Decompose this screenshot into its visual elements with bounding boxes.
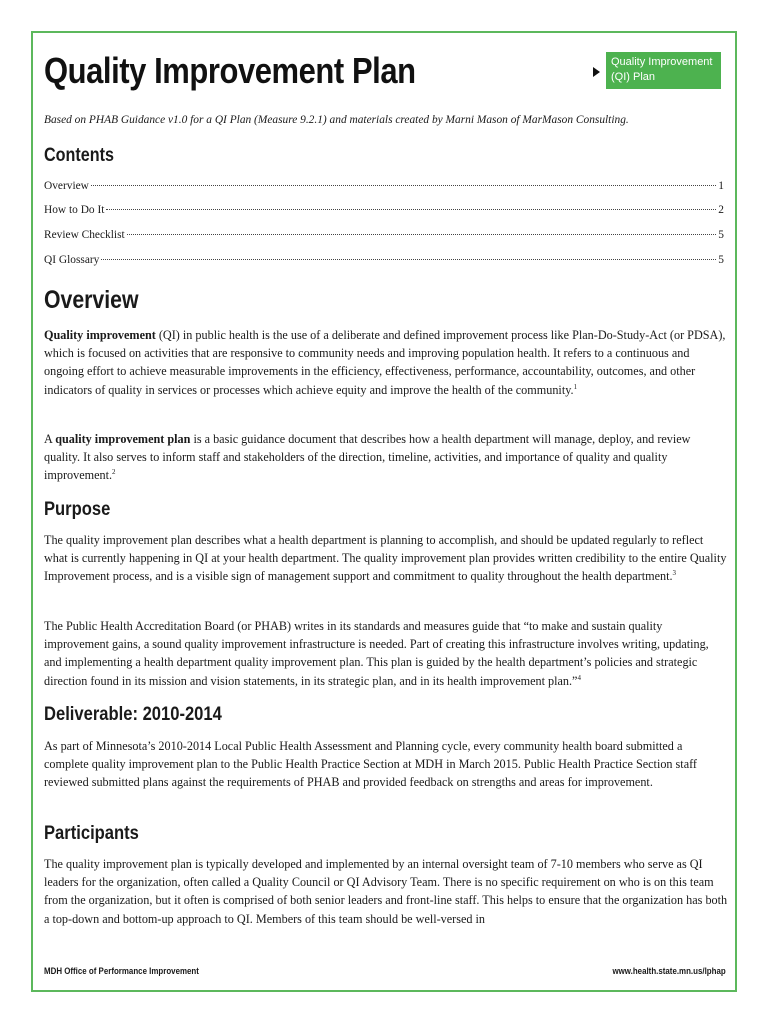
overview-heading: Overview [44, 286, 139, 314]
overview-paragraph-2 [44, 430, 729, 485]
deliverable-paragraph [44, 737, 729, 792]
paragraph-text: is a basic guidance document that describes how a health department will manage, deploy, and review quality. It also serves to inform staff and stakeholders of the direction, timeline, activities, and importance of quality and quality improvement. [44, 432, 691, 483]
footer-website-link[interactable]: www.health.state.mn.us/lphap [612, 966, 726, 976]
footer-office-name: MDH Office of Performance Improvement [44, 966, 199, 976]
paragraph-text: A [44, 432, 56, 446]
footnote-ref[interactable]: 3 [672, 569, 677, 578]
toc-entry-review-checklist[interactable] [44, 229, 724, 241]
toc-label[interactable]: Review Checklist [44, 229, 125, 241]
bold-term: quality improvement plan [55, 432, 191, 446]
toc-leader-dots [101, 259, 716, 260]
paragraph-text: The Public Health Accreditation Board (or PHAB) writes in its standards and measures guide that “to make and sustain quality improvement gains, a sound quality improvement infrastructure is needed. Part of creating this infrastructure involves writing, updating, and implementing a health department quality improvement plan. This plan is guided by the health department’s policies and strategic direction found in its mission and vision statements, in its strategic plan, and in its health improvement plan.” [44, 619, 709, 688]
badge-line-1: Quality Improvement [611, 56, 713, 68]
footnote-ref[interactable]: 2 [112, 468, 116, 477]
toc-label[interactable]: QI Glossary [44, 254, 100, 266]
paragraph-text: As part of Minnesota’s 2010-2014 Local Public Health Assessment and Planning cycle, every community health board submitted a complete quality improvement plan to the Public Health Practice Section at MDH in March 2015. Public Health Practice Section staff reviewed submitted plans against the requirements of PHAB and provided feedback on strengths and areas for improvement. [44, 739, 697, 790]
footnote-ref[interactable]: 1 [573, 382, 578, 391]
page-title: Quality Improvement Plan [44, 50, 416, 91]
bold-term: Quality improvement [44, 328, 156, 342]
overview-paragraph-1 [44, 326, 729, 399]
toc-leader-dots [91, 185, 716, 186]
toc-page-number: 1 [718, 180, 724, 192]
badge-line-2: (QI) Plan [611, 71, 656, 83]
deliverable-heading: Deliverable: 2010-2014 [44, 703, 222, 725]
participants-heading: Participants [44, 822, 139, 844]
toc-entry-qi-glossary[interactable] [44, 254, 724, 266]
participants-paragraph [44, 855, 729, 928]
paragraph-text: (QI) in public health is the use of a deliberate and defined improvement process like Plan-Do-Study-Act (or PDSA), which is focused on activities that are responsive to community needs and improving population health. It refers to a continuous and ongoing effort to achieve measurable improvements in the efficiency, effectiveness, performance, accountability, outcomes, and other indicators of quality in services or processes which achieve equity and improve the health of the community. [44, 328, 726, 397]
toc-page-number: 5 [718, 229, 724, 241]
toc-label[interactable]: Overview [44, 180, 89, 192]
page-border [31, 31, 737, 992]
triangle-pointer-icon [593, 67, 600, 77]
document-subtitle: Based on PHAB Guidance v1.0 for a QI Plan (Measure 9.2.1) and materials created by Marni Mason of MarMason Consulting. [44, 114, 629, 126]
section-badge [606, 52, 721, 89]
contents-heading: Contents [44, 145, 114, 166]
footnote-ref[interactable]: 4 [577, 673, 581, 682]
paragraph-text: The quality improvement plan describes what a health department is planning to accomplish, and should be updated regularly to reflect what is currently happening in QI at your health department. The quality improvement plan provides written credibility to the entire Quality Improvement process, and is a visible sign of management support and commitment to quality throughout the health department. [44, 533, 727, 584]
toc-entry-how-to-do-it[interactable] [44, 204, 724, 216]
purpose-heading: Purpose [44, 498, 111, 520]
toc-leader-dots [106, 209, 716, 210]
toc-page-number: 2 [718, 204, 724, 216]
toc-label[interactable]: How to Do It [44, 204, 105, 216]
purpose-paragraph-1 [44, 531, 729, 586]
toc-page-number: 5 [718, 254, 724, 266]
purpose-paragraph-2 [44, 617, 729, 690]
toc-entry-overview[interactable] [44, 180, 724, 192]
toc-leader-dots [127, 234, 717, 235]
paragraph-text: The quality improvement plan is typically developed and implemented by an internal oversight team of 7-10 members who serve as QI leaders for the organization, often called a Quality Council or QI Advisory Team. There is no specific requirement on who is on this team from the organization, but it often is comprised of both senior leaders and front-line staff. This helps to ensure that the organization has both a top-down and bottom-up approach to QI. Members of this team should be well-versed in [44, 857, 728, 926]
